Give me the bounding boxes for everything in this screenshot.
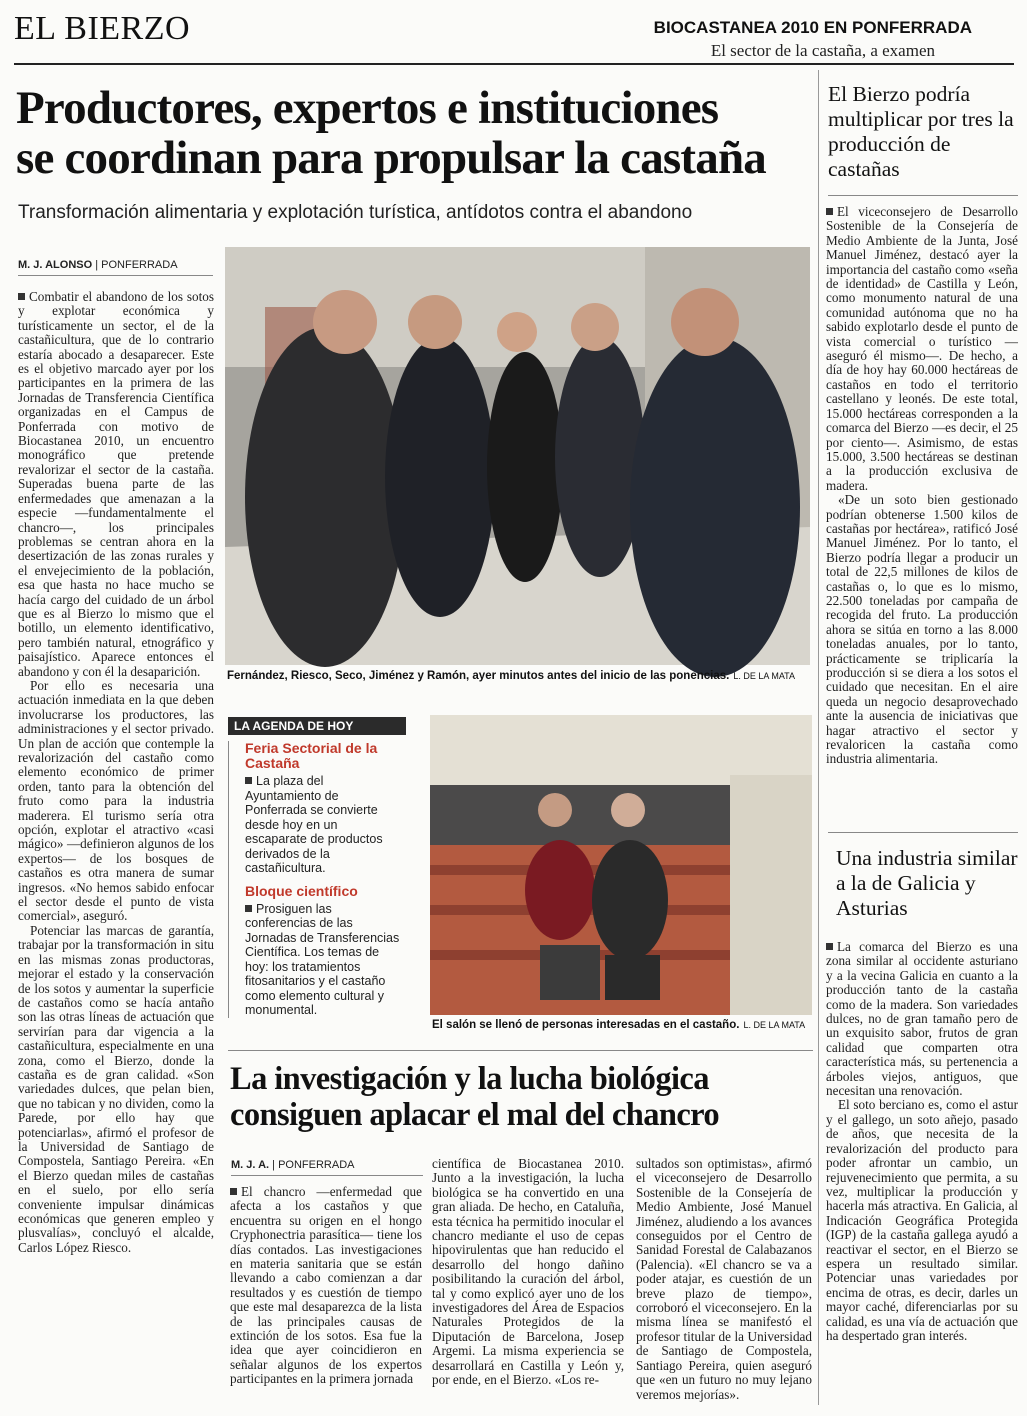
agenda-items (228, 741, 406, 1018)
photo-officials-image (225, 247, 810, 665)
second-article-column-3: sultados son optimistas», afirmó el viceconsejero de Desarrollo Sostenible de la Consejería de Medio Ambiente, José Manuel Jiménez, aludiendo a los avances conseguidos por el Centro de Sanidad Forestal de Calabazanos (Palencia). «El chancro se va a poder atajar, es cuestión de un breve plazo de tiempo», corroboró el viceconsejero. En la misma línea se manifestó el profesor titular de la Universidad de Santiago de Compostela, Santiago Pereira, quien aseguró que «en un futuro no muy lejano veremos mejorías». (636, 1156, 812, 1402)
second-headline (230, 1061, 830, 1133)
column-divider (818, 70, 819, 1405)
byline-place: PONFERRADA (278, 1159, 355, 1171)
byline-author: M. J. ALONSO (18, 259, 93, 271)
main-headline (16, 83, 816, 183)
main-paragraph-3: Potenciar las marcas de garantía, trabajar por la transformación in situ en las mismas zonas productoras, mejorar el estado y la conservación de los sotos y aumentar la superficie de castaños como se hacía antaño son las otras líneas de actuación que servirían para dar vigencia a la castañicultura, especialmente en una zona, como el Bierzo, donde la castaña es de gran calidad. «Son variedades dulces, que pelan bien, que no tabican y no dividen, como la Parede, por ello hay que potenciarlas», afirmó el profesor de la Universidad de Santiago de Compostela, Santiago Pereira. «En el Bierzo quedan miles de castañas en el suelo, por ello sería conveniente impulsar dinámicas económicas que generen empleo y plusvalías», concluyó el alcalde, Carlos López Riesco. (18, 922, 214, 1255)
main-article-column (18, 289, 214, 1255)
photo-credit: L. DE LA MATA (743, 1020, 806, 1030)
bullet-square-icon (230, 1188, 237, 1195)
side2-paragraph-2: El soto berciano es, como el astur y el gallego, un soto añejo, pasado de años, que necesita de la revalorización del producto para poder afrontar un cambio, un rejuvenecimiento que permita, a su vez, multiplicar la producción y hacerla más atractiva. En Galicia, al Indicación Geográfica Protegida (IGP) de la castaña gallega ayudó a reactivar el sector, en el Bierzo se espera un resultado similar. Potenciar unas variedades por encima de otras, es decir, darles un mayor caché, diferenciarlas por su calidad, es una vía de actuación que ha despertado gran interés. (826, 1097, 1018, 1343)
agenda-item-text: Prosiguen las conferencias de las Jornadas de Transferencias Científica. Los temas de hoy: los tratamientos fitosanitarios y el castaño como elemento cultural y monumental. (245, 901, 400, 1017)
bullet-square-icon (18, 293, 25, 300)
second-byline: M. J. A. | PONFERRADA (231, 1159, 355, 1171)
byline-place: PONFERRADA (101, 259, 178, 271)
byline-rule (231, 1175, 423, 1176)
main-headline-line2: se coordinan para propulsar la castaña (16, 132, 766, 184)
side-rule (828, 195, 1018, 196)
side-article-2-headline: Una industria similar a la de Galicia y Asturias (836, 846, 1018, 920)
bullet-square-icon (826, 208, 833, 215)
bullet-square-icon (245, 905, 252, 912)
photo-officials (225, 247, 810, 665)
byline-author: M. J. A. (231, 1159, 270, 1171)
side-article-1-headline: El Bierzo podría multiplicar por tres la producción de castañas (828, 82, 1014, 181)
masthead-rule (14, 63, 1014, 65)
main-headline-line1: Productores, expertos e instituciones (16, 82, 719, 134)
topic-subtitle: El sector de la castaña, a examen (710, 41, 935, 60)
bullet-square-icon (826, 943, 833, 950)
side-rule (828, 832, 1018, 833)
agenda-item-title: Bloque científico (245, 882, 358, 899)
side-article-1-body (826, 205, 1018, 822)
side2-paragraph-1: La comarca del Bierzo es una zona similar al occidente asturiano y a la vecina Galicia en cuanto a la producción tanto de la castaña como de la madera. Son variedades dulces, no de gran tamaño pero de un exquisito sabor, frutos de gran calidad que comparten otra característica más, su pertenencia a árboles viejos, antiguos, que necesitan una renovación. (826, 939, 1018, 1099)
agenda-header: LA AGENDA DE HOY (228, 717, 406, 735)
second-headline-line1: La investigación y la lucha biológica (230, 1061, 709, 1097)
main-paragraph-1: Combatir el abandono de los sotos y explotar económica y turísticamente un sector, el de la castañicultura, que de lo contrario estaría abocado a desaparecer. Este es el objetivo marcado ayer por los participantes en la primera de las Jornadas de Transferencia Científica organizadas en el Campus de Ponferrada con motivo de Biocastanea 2010, un encuentro monográfico que pretende revalorizar el sector de la castaña. Superadas buena parte de las enfermedades que amenazan a la especie —fundamentalmente el chancro—, los principales problemas se centran ahora en la desertización de las zonas rurales y el envejecimiento de la población, esa que hasta no hace mucho se hacía cargo del cuidado de un árbol que es al Bierzo lo mismo que el botillo, un elemento identificativo, pero también natural, etnográfico y paisajístico. Aparece entonces el abandono y con él la desaparición. (18, 289, 214, 679)
side-article-2-body (826, 940, 1018, 1408)
side1-paragraph-1: El viceconsejero de Desarrollo Sostenible de la Consejería de Medio Ambiente de la Junta, José Manuel Jiménez, destacó ayer la importancia del castaño como «seña de identidad» de Castilla y León, como monumento natural de una comunidad autónoma que no ha sabido explotarlo desde el punto de vista comercial o turístico —aseguró él mismo—. De hecho, a día de hoy hay 60.000 hectáreas de castaños en todo el territorio castellano y leonés. De este total, 15.000 hectáreas corresponden a la comarca del Bierzo —es decir, el 25 por ciento—. Asimismo, de estas 15.000, 3.500 hectáreas se destinan a la producción exclusiva de madera. (826, 204, 1018, 493)
photo-audience-image (430, 715, 812, 1015)
topic-title: BIOCASTANEA 2010 EN PONFERRADA (653, 18, 972, 37)
photo-audience (430, 715, 812, 1015)
side1-paragraph-2: «De un soto bien gestionado podrían obtenerse 1.500 kilos de castañas por hectárea», ratificó José Manuel Jiménez. Por lo tanto, el Bierzo podría llegar a producir un total de 22,5 millones de kilos de castañas o, lo que es lo mismo, 22.500 toneladas por campaña de recogida del fruto. La producción ahora se sitúa en torno a las 8.000 toneladas anuales, por lo tanto, prácticamente se triplicaría la producción si se diera a los sotos el cuidado que necesitan. En el aire queda un negocio desaprovechado ante la ausencia de iniciativas que hagar atractivo el sector y revaloricen la castaña como industria alimentaria. (826, 492, 1018, 767)
second-article-rule (228, 1050, 813, 1051)
main-paragraph-2: Por ello es necesaria una actuación inmediata en la que deben involucrarse los productores, las administraciones y el sector privado. Un plan de acción que contemple la revalorización del castaño como elemento económico de primer orden, tanto para la obtención del fruto como para la industria maderera. El turismo sería otra opción, explotar el atractivo «casi mágico» —definieron algunos de los expertos— de los bosques de castaños es otra manera de sumar ingresos. «No hemos sabido enfocar el sector desde el punto de vista comercial», aseguró. (18, 677, 214, 924)
agenda-item-title: Feria Sectorial de la Castaña (245, 740, 378, 771)
photo-officials-caption: Fernández, Riesco, Seco, Jiménez y Ramón, ayer minutos antes del inicio de las ponencias. L. DE LA MATA (227, 670, 796, 682)
byline-rule (18, 275, 213, 276)
agenda-box (228, 717, 406, 1017)
photo-credit: L. DE LA MATA (733, 671, 796, 681)
main-byline: M. J. ALONSO | PONFERRADA (18, 259, 178, 271)
second-article-column-1: El chancro —enfermedad que afecta a los castaños y que encuentra su origen en el hongo Cryphonectria parasítica— tiene los días contados. Las investigaciones en materia sanitaria que se están llevando a cabo comienzan a dar resultados y es cuestión de tiempo que este mal desaparezca de la lista de las principales causas de extinción de los sotos. Esa fue la idea que ayer coincidieron en señalar algunos de los expertos participantes en la primera jornada (230, 1184, 422, 1387)
agenda-item-text: La plaza del Ayuntamiento de Ponferrada se convierte desde hoy en un escaparate de productos derivados de la castañicultura. (245, 774, 383, 875)
bullet-square-icon (245, 777, 252, 784)
second-article-column-2: científica de Biocastanea 2010. Junto a la investigación, la lucha biológica se ha convertido en una gran aliada. De hecho, en Cataluña, esta técnica ha permitido inocular el chancro mediante el uso de cepas hipovirulentas que han reducido el desarrollo del hongo dañino posibilitando la curación del árbol, tal y como explicó ayer uno de los investigadores del Área de Espacios Naturales Protegidos de la Diputación de Barcelona, Josep Argemi. La misma experiencia se desarrollará en Castilla y León y, por ende, en el Bierzo. «Los re- (432, 1156, 624, 1388)
photo-audience-caption: El salón se llenó de personas interesadas en el castaño. L. DE LA MATA (432, 1019, 806, 1031)
second-headline-line2: consiguen aplacar el mal del chancro (230, 1097, 720, 1133)
section-title: EL BIERZO (14, 10, 191, 47)
main-subhead: Transformación alimentaria y explotación turística, antídotos contra el abandono (18, 202, 693, 223)
